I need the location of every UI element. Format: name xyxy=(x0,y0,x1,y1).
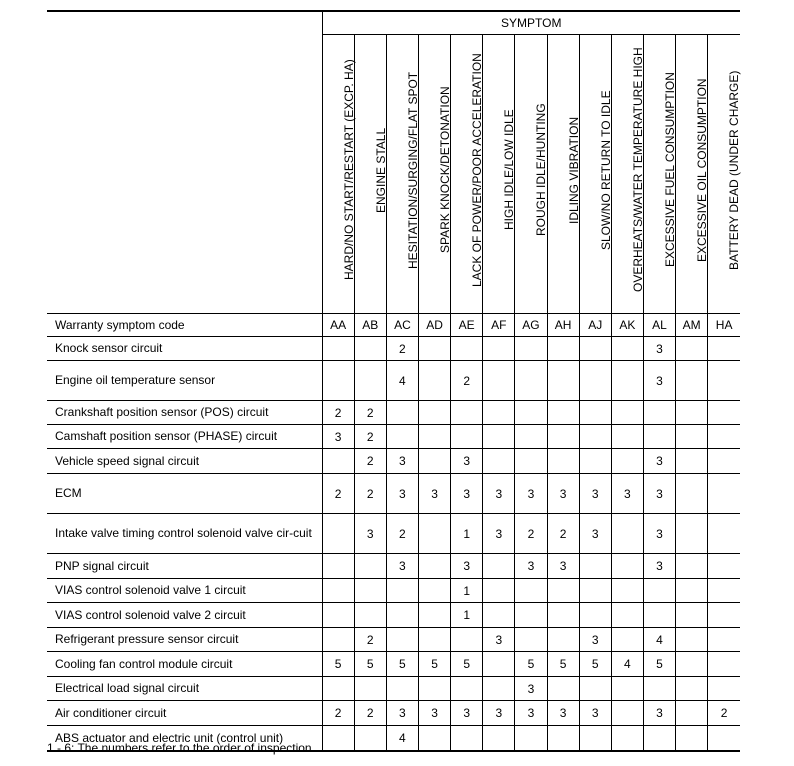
inspection-order-cell: 5 xyxy=(643,652,675,677)
inspection-order-cell: 3 xyxy=(386,474,418,514)
footnote: 1 - 6: The numbers refer to the order of inspection. xyxy=(47,741,315,755)
inspection-order-cell xyxy=(676,337,708,361)
row-label: Vehicle speed signal circuit xyxy=(47,449,322,474)
symptom-code: AL xyxy=(643,314,675,337)
row-label: Electrical load signal circuit xyxy=(47,677,322,701)
inspection-order-cell xyxy=(676,361,708,401)
inspection-order-cell: 1 xyxy=(451,514,483,554)
inspection-order-cell xyxy=(322,449,354,474)
symptom-header xyxy=(547,35,579,314)
inspection-order-cell xyxy=(611,401,643,425)
inspection-order-cell xyxy=(579,425,611,449)
inspection-order-cell xyxy=(708,474,740,514)
symptom-code: AF xyxy=(483,314,515,337)
inspection-order-cell xyxy=(611,554,643,579)
inspection-order-cell: 3 xyxy=(515,677,547,701)
row-label: Crankshaft position sensor (POS) circuit xyxy=(47,401,322,425)
row-label: VIAS control solenoid valve 1 circuit xyxy=(47,579,322,603)
inspection-order-cell xyxy=(418,554,450,579)
inspection-order-cell xyxy=(418,449,450,474)
inspection-order-cell xyxy=(322,677,354,701)
inspection-order-cell xyxy=(451,401,483,425)
inspection-order-cell xyxy=(579,726,611,752)
row-label: Cooling fan control module circuit xyxy=(47,652,322,677)
inspection-order-cell xyxy=(708,337,740,361)
inspection-order-cell xyxy=(708,425,740,449)
inspection-order-cell xyxy=(547,449,579,474)
symptom-label: EXCESSIVE OIL CONSUMPTION xyxy=(695,78,710,262)
inspection-order-cell xyxy=(676,401,708,425)
inspection-order-cell: 2 xyxy=(354,425,386,449)
symptom-code: AH xyxy=(547,314,579,337)
symptom-label: HIGH IDLE/LOW IDLE xyxy=(502,109,517,231)
inspection-order-cell xyxy=(418,579,450,603)
inspection-order-cell xyxy=(676,652,708,677)
inspection-order-cell xyxy=(611,603,643,628)
inspection-order-cell: 3 xyxy=(643,554,675,579)
inspection-order-cell xyxy=(322,554,354,579)
inspection-order-cell xyxy=(611,514,643,554)
inspection-order-cell xyxy=(515,579,547,603)
inspection-order-cell xyxy=(483,337,515,361)
inspection-order-cell xyxy=(322,514,354,554)
inspection-order-cell xyxy=(708,628,740,652)
inspection-order-cell xyxy=(643,603,675,628)
table-row xyxy=(47,652,740,677)
header-corner xyxy=(47,11,322,314)
symptom-header xyxy=(579,35,611,314)
inspection-order-cell xyxy=(451,425,483,449)
inspection-order-cell xyxy=(611,425,643,449)
inspection-order-cell xyxy=(547,337,579,361)
inspection-order-cell xyxy=(708,514,740,554)
inspection-order-cell: 3 xyxy=(579,514,611,554)
inspection-order-cell: 3 xyxy=(483,474,515,514)
symptom-header xyxy=(354,35,386,314)
row-label: ABS actuator and electric unit (control unit) xyxy=(47,726,322,752)
symptom-header xyxy=(611,35,643,314)
inspection-order-cell xyxy=(611,628,643,652)
table-row xyxy=(47,677,740,701)
inspection-order-cell: 3 xyxy=(643,361,675,401)
inspection-order-cell xyxy=(676,579,708,603)
inspection-order-cell xyxy=(354,361,386,401)
inspection-order-cell: 5 xyxy=(547,652,579,677)
inspection-order-cell: 3 xyxy=(322,425,354,449)
inspection-order-cell: 3 xyxy=(483,628,515,652)
inspection-order-cell: 3 xyxy=(451,554,483,579)
inspection-order-cell xyxy=(418,425,450,449)
symptom-table xyxy=(47,10,740,752)
inspection-order-cell: 5 xyxy=(451,652,483,677)
inspection-order-cell: 3 xyxy=(643,514,675,554)
row-label: PNP signal circuit xyxy=(47,554,322,579)
symptom-header xyxy=(708,35,740,314)
inspection-order-cell: 2 xyxy=(322,474,354,514)
inspection-order-cell xyxy=(676,677,708,701)
inspection-order-cell: 3 xyxy=(483,514,515,554)
inspection-order-cell xyxy=(515,425,547,449)
inspection-order-cell: 5 xyxy=(418,652,450,677)
inspection-order-cell xyxy=(579,361,611,401)
inspection-order-cell xyxy=(515,628,547,652)
symptom-code: AC xyxy=(386,314,418,337)
symptom-label: ENGINE STALL xyxy=(373,127,388,213)
symptom-header xyxy=(322,35,354,314)
inspection-order-cell: 3 xyxy=(611,474,643,514)
inspection-order-cell xyxy=(354,603,386,628)
inspection-order-cell xyxy=(515,449,547,474)
inspection-order-cell: 3 xyxy=(643,449,675,474)
symptom-label: HESITATION/SURGING/FLAT SPOT xyxy=(405,71,420,269)
inspection-order-cell: 5 xyxy=(579,652,611,677)
inspection-order-cell xyxy=(676,603,708,628)
symptom-code: AK xyxy=(611,314,643,337)
inspection-order-cell xyxy=(676,449,708,474)
inspection-order-cell xyxy=(611,449,643,474)
inspection-order-cell xyxy=(579,401,611,425)
inspection-order-cell: 5 xyxy=(386,652,418,677)
inspection-order-cell: 2 xyxy=(354,628,386,652)
inspection-order-cell: 3 xyxy=(643,701,675,726)
inspection-order-cell xyxy=(418,628,450,652)
inspection-order-cell xyxy=(611,579,643,603)
inspection-order-cell xyxy=(611,701,643,726)
inspection-order-cell: 4 xyxy=(643,628,675,652)
symptom-label: EXCESSIVE FUEL CONSUMPTION xyxy=(662,72,677,268)
inspection-order-cell xyxy=(579,337,611,361)
inspection-order-cell: 3 xyxy=(386,554,418,579)
inspection-order-cell xyxy=(451,337,483,361)
inspection-order-cell xyxy=(676,514,708,554)
inspection-order-cell xyxy=(354,579,386,603)
inspection-order-cell xyxy=(354,677,386,701)
inspection-order-cell xyxy=(547,677,579,701)
row-label: Refrigerant pressure sensor circuit xyxy=(47,628,322,652)
inspection-order-cell: 2 xyxy=(547,514,579,554)
table-row xyxy=(47,628,740,652)
inspection-order-cell xyxy=(579,449,611,474)
inspection-order-cell: 2 xyxy=(386,337,418,361)
row-label: ECM xyxy=(47,474,322,514)
inspection-order-cell: 3 xyxy=(515,474,547,514)
inspection-order-cell: 3 xyxy=(547,701,579,726)
inspection-order-cell: 3 xyxy=(483,701,515,726)
inspection-order-cell: 3 xyxy=(643,474,675,514)
symptom-header xyxy=(418,35,450,314)
inspection-order-cell xyxy=(611,677,643,701)
table-row xyxy=(47,701,740,726)
symptom-code: AJ xyxy=(579,314,611,337)
inspection-order-cell: 2 xyxy=(386,514,418,554)
symptom-label: OVERHEATS/WATER TEMPERATURE HIGH xyxy=(630,47,645,293)
code-row-label: Warranty symptom code xyxy=(47,314,322,337)
symptom-header xyxy=(676,35,708,314)
inspection-order-cell: 3 xyxy=(418,474,450,514)
row-label: VIAS control solenoid valve 2 circuit xyxy=(47,603,322,628)
inspection-order-cell: 3 xyxy=(515,554,547,579)
inspection-order-cell xyxy=(322,361,354,401)
inspection-order-cell: 3 xyxy=(354,514,386,554)
inspection-order-cell: 1 xyxy=(451,579,483,603)
inspection-order-cell: 3 xyxy=(547,554,579,579)
inspection-order-cell: 2 xyxy=(451,361,483,401)
inspection-order-cell: 2 xyxy=(708,701,740,726)
inspection-order-cell xyxy=(515,361,547,401)
inspection-order-cell xyxy=(708,726,740,752)
inspection-order-cell xyxy=(515,726,547,752)
symptom-label: BATTERY DEAD (UNDER CHARGE) xyxy=(727,70,742,270)
symptom-label: SPARK KNOCK/DETONATION xyxy=(437,86,452,254)
inspection-order-cell xyxy=(322,628,354,652)
table-row xyxy=(47,579,740,603)
inspection-order-cell xyxy=(708,677,740,701)
inspection-order-cell xyxy=(451,726,483,752)
row-label: Camshaft position sensor (PHASE) circuit xyxy=(47,425,322,449)
inspection-order-cell xyxy=(708,603,740,628)
inspection-order-cell: 5 xyxy=(515,652,547,677)
table-row xyxy=(47,474,740,514)
inspection-order-cell xyxy=(354,554,386,579)
inspection-order-cell: 4 xyxy=(386,361,418,401)
inspection-order-cell: 5 xyxy=(354,652,386,677)
inspection-order-cell: 2 xyxy=(354,449,386,474)
inspection-order-cell: 2 xyxy=(354,401,386,425)
table-row xyxy=(47,361,740,401)
inspection-order-cell xyxy=(547,425,579,449)
inspection-order-cell: 3 xyxy=(451,474,483,514)
table-row xyxy=(47,514,740,554)
inspection-order-cell: 4 xyxy=(386,726,418,752)
inspection-order-cell xyxy=(418,361,450,401)
inspection-order-cell xyxy=(643,726,675,752)
inspection-order-cell xyxy=(676,701,708,726)
inspection-order-cell xyxy=(708,361,740,401)
symptom-header xyxy=(386,35,418,314)
inspection-order-cell xyxy=(322,726,354,752)
inspection-order-cell: 3 xyxy=(579,474,611,514)
symptom-code: AD xyxy=(418,314,450,337)
inspection-order-cell xyxy=(483,401,515,425)
inspection-order-cell: 3 xyxy=(386,701,418,726)
inspection-order-cell xyxy=(708,579,740,603)
inspection-order-cell: 2 xyxy=(322,401,354,425)
table-row xyxy=(47,554,740,579)
symptom-code: AB xyxy=(354,314,386,337)
inspection-order-cell xyxy=(611,361,643,401)
symptom-label: SLOW/NO RETURN TO IDLE xyxy=(598,90,613,250)
row-label: Air conditioner circuit xyxy=(47,701,322,726)
symptom-label: IDLING VIBRATION xyxy=(566,116,581,224)
symptom-header xyxy=(483,35,515,314)
inspection-order-cell: 2 xyxy=(354,701,386,726)
inspection-order-cell xyxy=(322,603,354,628)
table-row xyxy=(47,425,740,449)
inspection-order-cell xyxy=(483,361,515,401)
inspection-order-cell xyxy=(643,677,675,701)
symptom-label: ROUGH IDLE/HUNTING xyxy=(534,103,549,237)
inspection-order-cell xyxy=(611,337,643,361)
inspection-order-cell xyxy=(483,425,515,449)
inspection-order-cell xyxy=(676,425,708,449)
inspection-order-cell xyxy=(515,337,547,361)
table-row xyxy=(47,401,740,425)
inspection-order-cell xyxy=(483,652,515,677)
inspection-order-cell xyxy=(451,677,483,701)
symptom-code: AE xyxy=(451,314,483,337)
inspection-order-cell: 3 xyxy=(386,449,418,474)
inspection-order-cell xyxy=(708,652,740,677)
inspection-order-cell xyxy=(418,603,450,628)
inspection-order-cell xyxy=(322,579,354,603)
inspection-order-cell: 1 xyxy=(451,603,483,628)
symptom-label: LACK OF POWER/POOR ACCELERATION xyxy=(470,53,485,287)
inspection-order-cell xyxy=(386,401,418,425)
inspection-order-cell xyxy=(354,337,386,361)
symptom-code: HA xyxy=(708,314,740,337)
inspection-order-cell xyxy=(515,401,547,425)
table-row xyxy=(47,603,740,628)
inspection-order-cell: 2 xyxy=(354,474,386,514)
symptom-header xyxy=(643,35,675,314)
inspection-order-cell xyxy=(579,579,611,603)
row-label: Intake valve timing control solenoid valve cir-cuit xyxy=(47,514,322,554)
inspection-order-cell xyxy=(418,401,450,425)
inspection-order-cell xyxy=(643,401,675,425)
inspection-order-cell xyxy=(676,474,708,514)
inspection-order-cell xyxy=(418,677,450,701)
symptom-header xyxy=(451,35,483,314)
inspection-order-cell xyxy=(386,628,418,652)
symptom-label: HARD/NO START/RESTART (EXCP. HA) xyxy=(341,59,356,281)
inspection-order-cell: 3 xyxy=(515,701,547,726)
inspection-order-cell: 3 xyxy=(547,474,579,514)
inspection-order-cell xyxy=(386,603,418,628)
inspection-order-cell xyxy=(708,449,740,474)
inspection-order-cell xyxy=(483,449,515,474)
inspection-order-cell xyxy=(643,579,675,603)
inspection-order-cell xyxy=(547,361,579,401)
symptom-code: AM xyxy=(676,314,708,337)
inspection-order-cell xyxy=(483,554,515,579)
inspection-order-cell xyxy=(515,603,547,628)
inspection-order-cell xyxy=(676,628,708,652)
inspection-order-cell xyxy=(483,677,515,701)
inspection-order-cell: 3 xyxy=(579,701,611,726)
inspection-order-cell xyxy=(322,337,354,361)
inspection-order-cell xyxy=(547,401,579,425)
inspection-order-cell xyxy=(386,677,418,701)
inspection-order-cell xyxy=(643,425,675,449)
inspection-order-cell: 3 xyxy=(451,701,483,726)
inspection-order-cell xyxy=(483,726,515,752)
inspection-order-cell xyxy=(547,579,579,603)
inspection-order-cell xyxy=(708,401,740,425)
symptom-code: AG xyxy=(515,314,547,337)
inspection-order-cell xyxy=(579,554,611,579)
inspection-order-cell: 3 xyxy=(579,628,611,652)
table-row xyxy=(47,449,740,474)
inspection-order-cell xyxy=(676,554,708,579)
code-row xyxy=(47,314,740,337)
inspection-order-cell xyxy=(418,337,450,361)
inspection-order-cell xyxy=(547,628,579,652)
symptom-title: SYMPTOM xyxy=(322,11,740,35)
inspection-order-cell xyxy=(386,425,418,449)
inspection-order-cell xyxy=(579,603,611,628)
inspection-order-cell xyxy=(483,579,515,603)
inspection-order-cell xyxy=(579,677,611,701)
inspection-order-cell xyxy=(611,726,643,752)
row-label: Knock sensor circuit xyxy=(47,337,322,361)
inspection-order-cell: 4 xyxy=(611,652,643,677)
inspection-order-cell: 3 xyxy=(418,701,450,726)
inspection-order-cell xyxy=(547,603,579,628)
inspection-order-cell xyxy=(418,514,450,554)
inspection-order-cell xyxy=(547,726,579,752)
inspection-order-cell: 2 xyxy=(322,701,354,726)
inspection-order-cell: 3 xyxy=(643,337,675,361)
inspection-order-cell xyxy=(676,726,708,752)
inspection-order-cell: 5 xyxy=(322,652,354,677)
inspection-order-cell xyxy=(354,726,386,752)
inspection-order-cell xyxy=(483,603,515,628)
inspection-order-cell: 2 xyxy=(515,514,547,554)
inspection-order-cell xyxy=(708,554,740,579)
inspection-order-cell xyxy=(451,628,483,652)
symptom-header xyxy=(515,35,547,314)
inspection-order-cell xyxy=(418,726,450,752)
symptom-code: AA xyxy=(322,314,354,337)
row-label: Engine oil temperature sensor xyxy=(47,361,322,401)
table-row xyxy=(47,337,740,361)
inspection-order-cell xyxy=(386,579,418,603)
inspection-order-cell: 3 xyxy=(451,449,483,474)
